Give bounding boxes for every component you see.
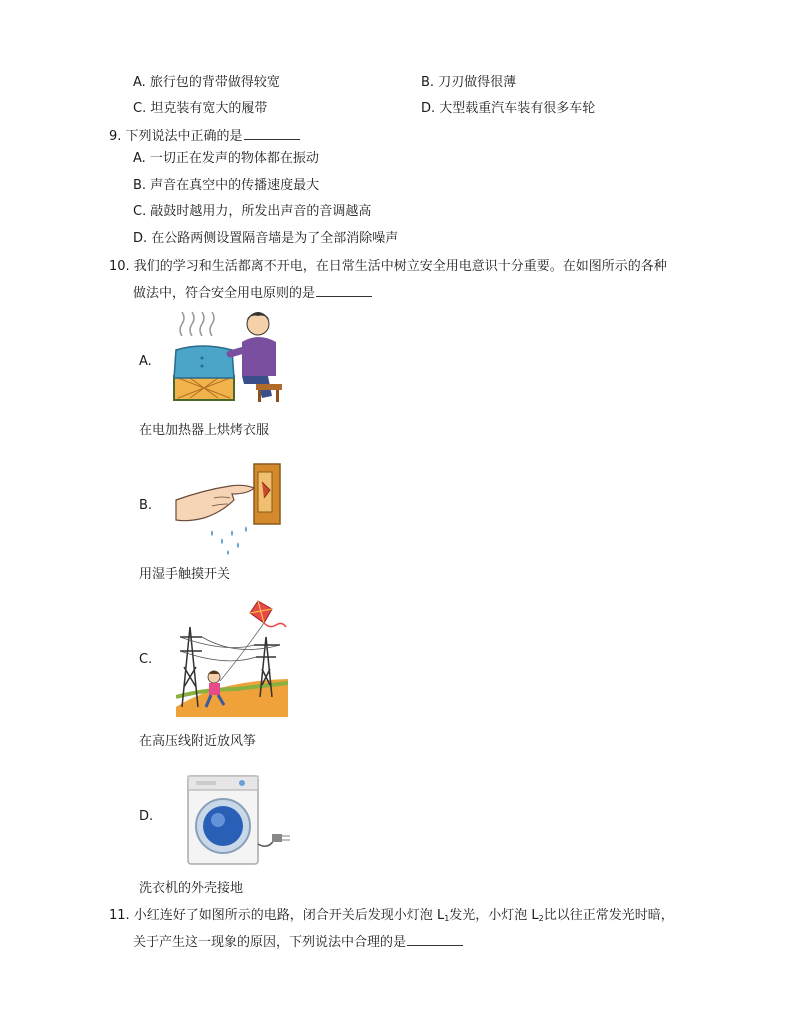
q10-stem-line1: 10. 我们的学习和生活都离不开电，在日常生活中树立安全用电意识十分重要。在如图所示的各种 <box>109 259 667 274</box>
q10-option-b-letter[interactable]: B. <box>139 498 153 513</box>
q8-option-c[interactable]: C. 坦克装有宽大的履带 <box>133 101 268 116</box>
kite-near-power-lines-illustration <box>176 597 288 717</box>
washing-machine-grounded-illustration <box>184 774 294 866</box>
q10-option-c-caption: 在高压线附近放风筝 <box>139 734 257 749</box>
q9-option-c[interactable]: C. 敲鼓时越用力，所发出声音的音调越高 <box>133 204 372 219</box>
q11-stem-line2: 关于产生这一现象的原因，下列说法中合理的是 <box>133 933 463 952</box>
q9-option-b[interactable]: B. 声音在真空中的传播速度最大 <box>133 178 320 193</box>
q9-option-d[interactable]: D. 在公路两侧设置隔音墙是为了全部消除噪声 <box>133 231 399 246</box>
q10-stem-line2: 做法中，符合安全用电原则的是 <box>133 284 372 303</box>
q10-option-d-letter[interactable]: D. <box>139 809 154 824</box>
q10-option-a-letter[interactable]: A. <box>139 354 152 369</box>
q8-option-a[interactable]: A. 旅行包的背带做得较宽 <box>133 75 280 90</box>
q10-option-a-caption: 在电加热器上烘烤衣服 <box>139 423 270 438</box>
wet-hand-switch-illustration <box>174 460 286 556</box>
q10-option-d-caption: 洗衣机的外壳接地 <box>139 881 244 896</box>
q10-option-c-letter[interactable]: C. <box>139 652 153 667</box>
q11-stem-line1: 11. 小红连好了如图所示的电路，闭合开关后发现小灯泡 $L_1$发光，小灯泡 $L_2$比以往正常发光时暗， <box>109 908 674 923</box>
answer-blank[interactable] <box>407 933 463 946</box>
answer-blank[interactable] <box>316 284 372 297</box>
heater-drying-clothes-illustration <box>172 306 284 406</box>
q8-option-b[interactable]: B. 刀刃做得很薄 <box>421 75 517 90</box>
q10-option-b-caption: 用湿手触摸开关 <box>139 567 231 582</box>
answer-blank[interactable] <box>244 127 300 140</box>
q9-stem: 9. 下列说法中正确的是 <box>109 127 300 146</box>
q9-option-a[interactable]: A. 一切正在发声的物体都在振动 <box>133 151 319 166</box>
q8-option-d[interactable]: D. 大型载重汽车装有很多车轮 <box>421 101 596 116</box>
